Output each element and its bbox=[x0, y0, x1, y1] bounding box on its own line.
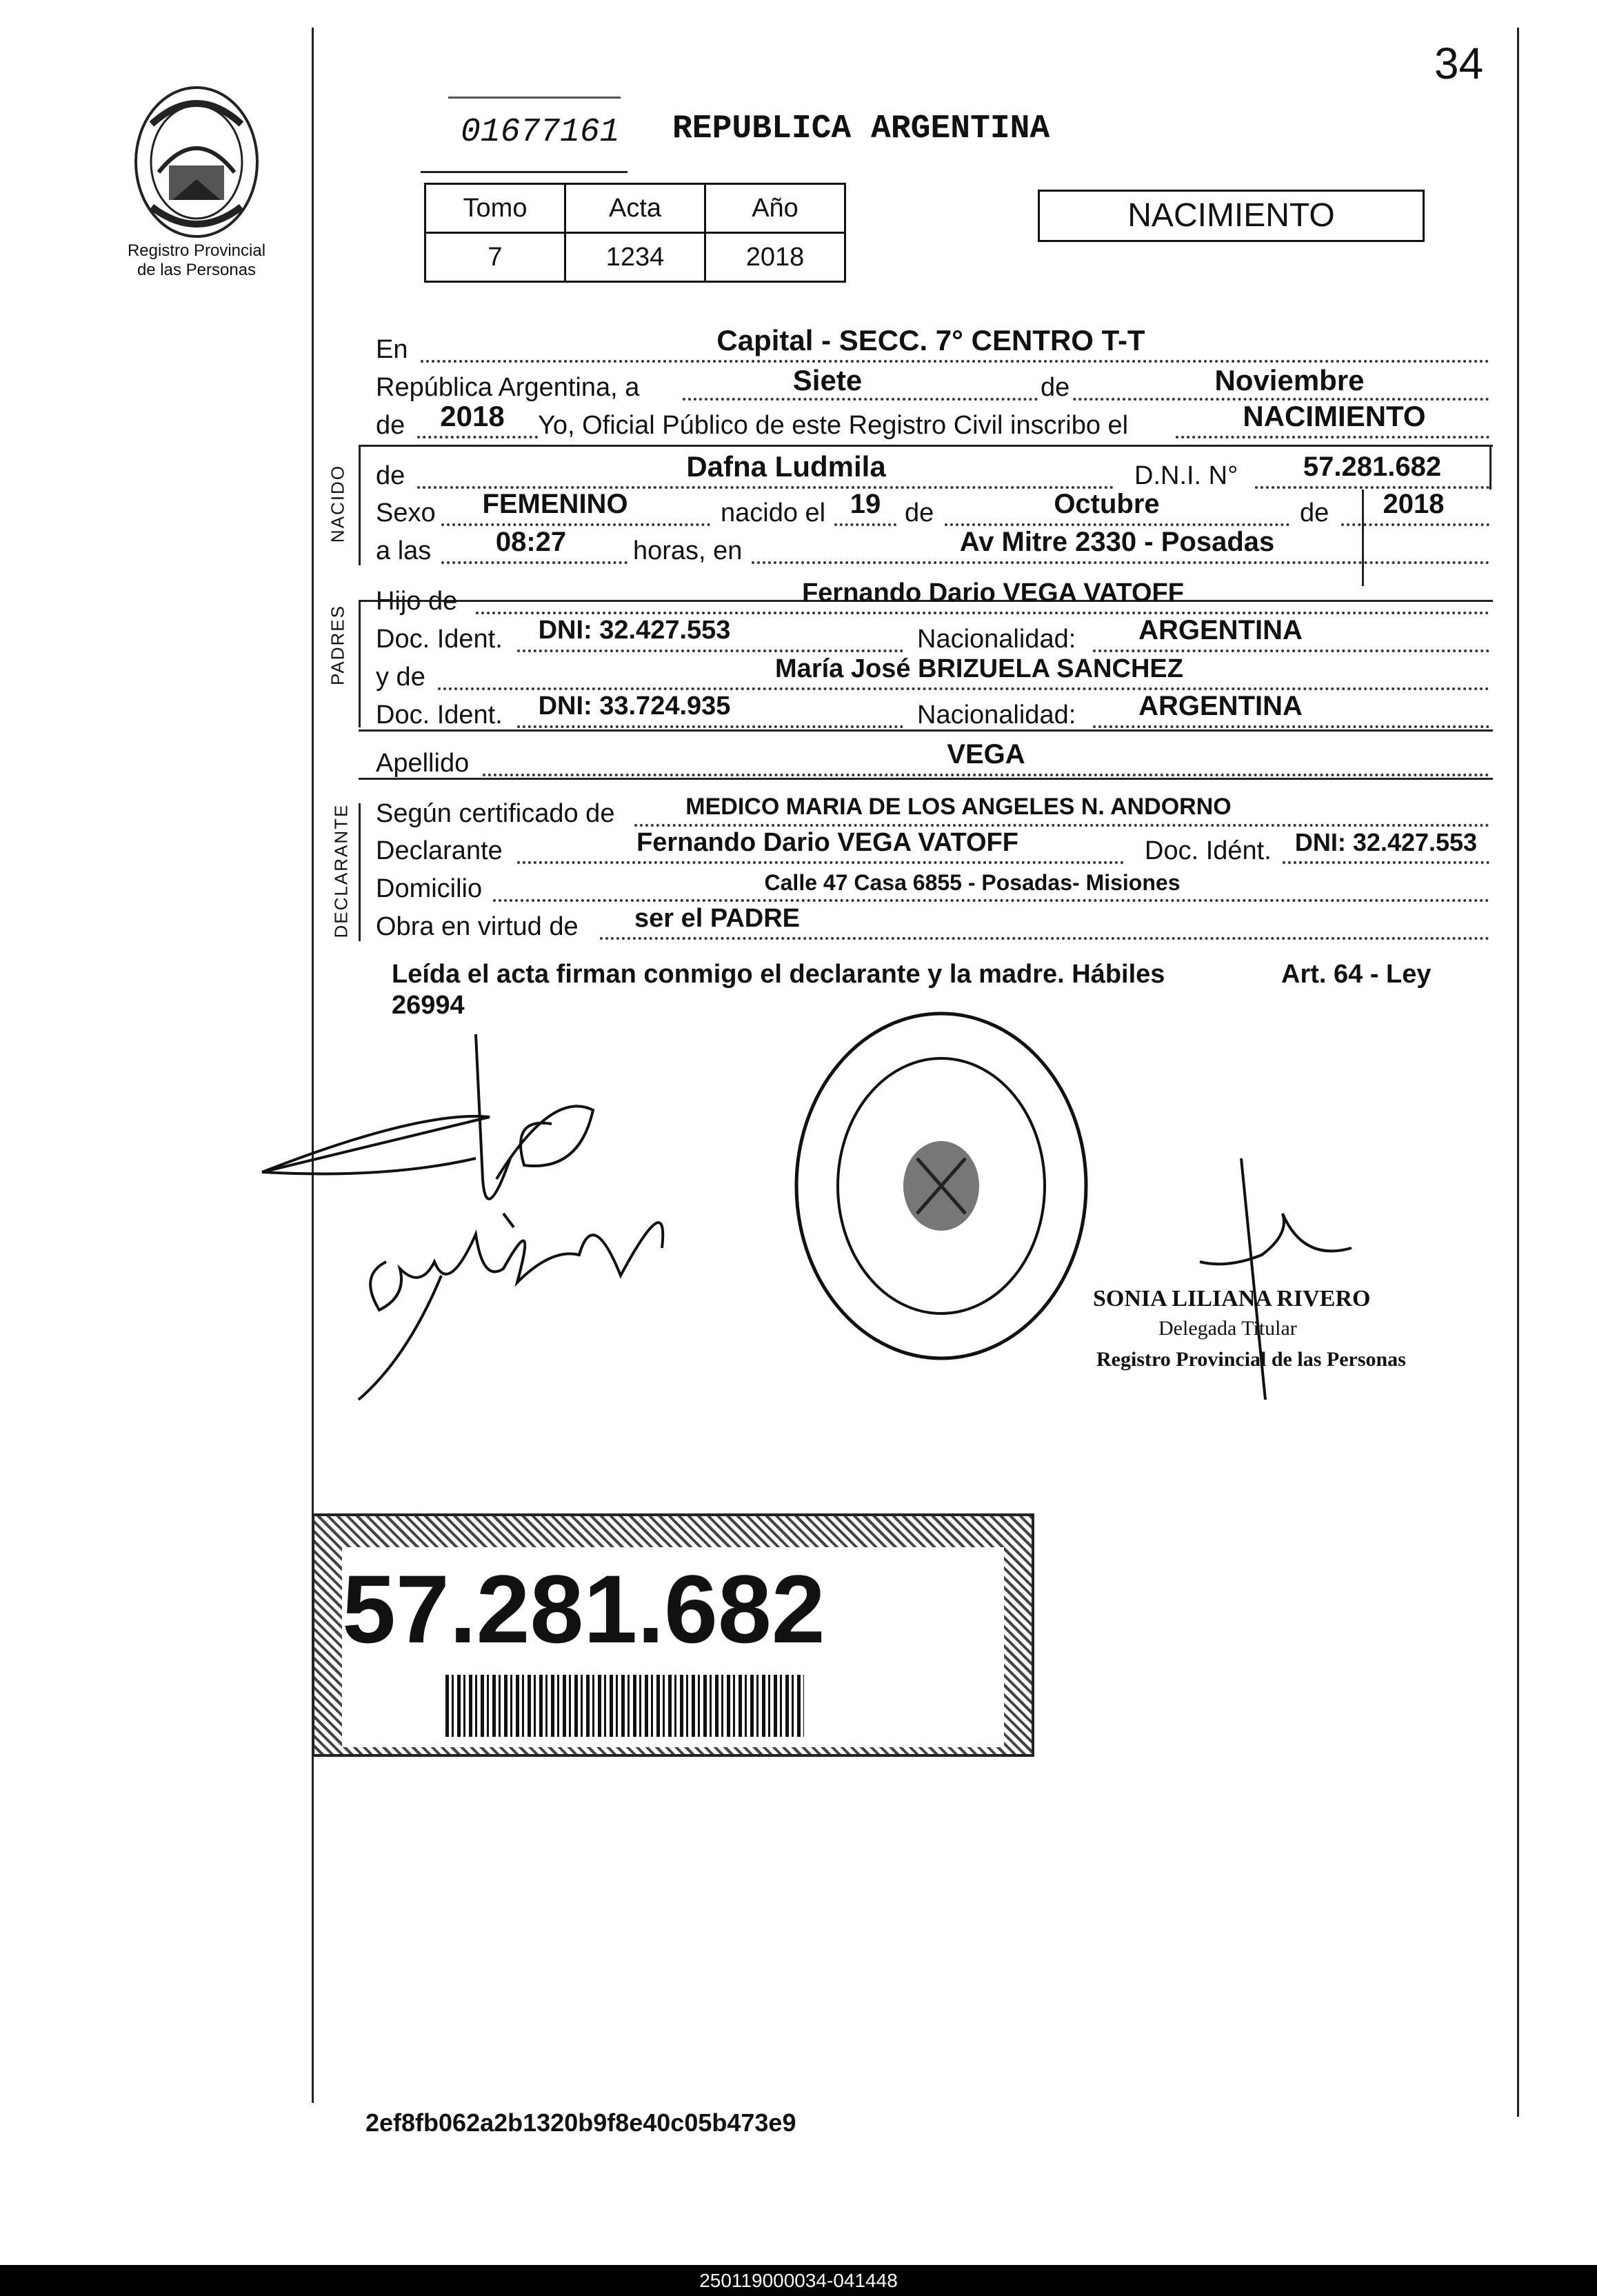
father-doc-value: DNI: 32.427.553 bbox=[538, 616, 731, 645]
declarant-dots bbox=[517, 861, 1124, 864]
apellido-label: Apellido bbox=[376, 749, 470, 778]
father-doc-label: Doc. Ident. bbox=[376, 625, 503, 654]
segun-label: Según certificado de bbox=[376, 799, 615, 828]
official-title: Delegada Titular bbox=[1158, 1317, 1297, 1340]
mother-dots bbox=[438, 687, 1489, 690]
mother-nationality-dots bbox=[1093, 725, 1489, 728]
birth-place-dots bbox=[752, 561, 1489, 564]
birth-month-dots bbox=[945, 523, 1289, 526]
padres-section-label: PADRES bbox=[327, 605, 348, 685]
en-label: En bbox=[376, 335, 408, 364]
birth-place-value: Av Mitre 2330 - Posadas bbox=[959, 527, 1275, 557]
right-margin-rule bbox=[1517, 28, 1519, 2117]
birth-year-rule bbox=[1362, 490, 1364, 586]
closing-law-line1: Art. 64 - Ley bbox=[1281, 960, 1432, 989]
alas-label: a las bbox=[376, 536, 432, 565]
nacido-section-rule bbox=[359, 445, 361, 565]
declarant-doc-value: DNI: 32.427.553 bbox=[1294, 828, 1478, 856]
sex-dots bbox=[441, 523, 710, 526]
day-value: Siete bbox=[792, 364, 863, 396]
hijo-label: Hijo de bbox=[376, 587, 458, 616]
crest-logo bbox=[131, 83, 262, 241]
record-table-value-row bbox=[425, 233, 845, 282]
nacido-label: nacido el bbox=[721, 499, 826, 527]
birth-day-value: 19 bbox=[850, 489, 881, 519]
serial-overline bbox=[448, 97, 621, 99]
child-dni-value: 57.281.682 bbox=[1303, 452, 1442, 482]
year-dots bbox=[417, 436, 538, 439]
sexo-label: Sexo bbox=[376, 499, 436, 527]
tomo-header: Tomo bbox=[425, 184, 565, 233]
mother-nationality-label: Nacionalidad: bbox=[917, 701, 1076, 729]
birth-de2-label: de bbox=[1300, 499, 1329, 527]
tomo-value: 7 bbox=[425, 233, 565, 282]
surname-dots bbox=[483, 774, 1489, 776]
footer-bar bbox=[0, 2265, 1597, 2296]
serial-number: 01677161 bbox=[461, 114, 620, 151]
birth-day-dots bbox=[834, 523, 896, 526]
time-dots bbox=[441, 561, 627, 564]
dni-label: D.N.I. N° bbox=[1134, 461, 1238, 490]
de-month-label: de bbox=[1038, 372, 1072, 403]
month-value: Noviembre bbox=[1214, 364, 1365, 396]
crest-label-line1: Registro Provincial bbox=[127, 241, 266, 260]
surname-value: VEGA bbox=[947, 739, 1025, 769]
closing-text: Leída el acta firman conmigo el declarante y la madre. Hábiles bbox=[392, 960, 1165, 989]
nacido-section-top-rule bbox=[359, 445, 1493, 447]
father-nationality-dots bbox=[1093, 649, 1489, 652]
official-text: Yo, Oficial Público de este Registro Civil inscribo el bbox=[538, 411, 1129, 440]
sticker-inner bbox=[342, 1547, 1004, 1747]
address-value: Calle 47 Casa 6855 - Posadas- Misiones bbox=[764, 870, 1181, 895]
en-dots bbox=[421, 360, 1489, 363]
declarante-section-top-rule bbox=[359, 778, 1493, 780]
acta-header: Acta bbox=[565, 184, 705, 233]
birth-month-value: Octubre bbox=[1054, 489, 1160, 519]
place-value: Capital - SECC. 7° CENTRO T-T bbox=[716, 324, 1145, 356]
birth-year-value: 2018 bbox=[1383, 489, 1445, 519]
padres-section-rule bbox=[359, 600, 361, 727]
domicilio-label: Domicilio bbox=[376, 874, 483, 903]
mother-doc-value: DNI: 33.724.935 bbox=[538, 692, 731, 721]
footer-id: 250119000034-041448 bbox=[699, 2270, 898, 2291]
mother-nationality-value: ARGENTINA bbox=[1138, 691, 1303, 721]
official-name: SONIA LILIANA RIVERO bbox=[1093, 1286, 1371, 1311]
certificate-value: MEDICO MARIA DE LOS ANGELES N. ANDORNO bbox=[685, 794, 1232, 820]
father-doc-dots bbox=[517, 649, 903, 652]
year-value: 2018 bbox=[440, 400, 505, 432]
record-table bbox=[424, 183, 846, 283]
act-type-value: NACIMIENTO bbox=[1243, 400, 1426, 432]
declarante-label: Declarante bbox=[376, 836, 503, 865]
dni-sticker bbox=[312, 1513, 1034, 1757]
declarante-section-rule bbox=[359, 803, 361, 941]
father-name-value: Fernando Dario VEGA VATOFF bbox=[802, 578, 1184, 607]
nacido-right-rule bbox=[1489, 445, 1491, 490]
child-name-value: Dafna Ludmila bbox=[686, 450, 886, 483]
serial-underline bbox=[421, 171, 627, 173]
crest-label bbox=[103, 241, 290, 280]
official-seal bbox=[786, 1007, 1096, 1365]
declarant-value: Fernando Dario VEGA VATOFF bbox=[636, 828, 1018, 857]
acta-value: 1234 bbox=[565, 233, 705, 282]
document-hash: 2ef8fb062a2b1320b9f8e40c05b473e9 bbox=[365, 2108, 796, 2137]
father-nationality-value: ARGENTINA bbox=[1138, 615, 1303, 645]
sex-value: FEMENINO bbox=[482, 489, 628, 519]
crest-label-line2: de las Personas bbox=[137, 261, 257, 279]
mother-doc-dots bbox=[517, 725, 903, 728]
mother-name-value: María José BRIZUELA SANCHEZ bbox=[775, 654, 1183, 683]
certificate-dots bbox=[634, 824, 1489, 827]
capacity-dots bbox=[600, 937, 1489, 940]
act-type-dots bbox=[1176, 436, 1489, 439]
anio-header: Año bbox=[705, 184, 845, 233]
declarant-doc-dots bbox=[1283, 861, 1489, 864]
nacido-section-label: NACIDO bbox=[327, 464, 348, 543]
seal-outer-text bbox=[807, 1372, 1083, 1373]
record-type-box: NACIMIENTO bbox=[1038, 190, 1425, 242]
anio-value: 2018 bbox=[705, 233, 845, 282]
obra-label: Obra en virtud de bbox=[376, 912, 579, 941]
capacity-value: ser el PADRE bbox=[634, 904, 801, 933]
republica-label: República Argentina, a bbox=[376, 373, 640, 402]
birth-de-label: de bbox=[905, 499, 934, 527]
record-table-header-row bbox=[425, 184, 845, 233]
padres-section-bottom-rule bbox=[359, 729, 1493, 732]
sticker-number: 57.281.682 bbox=[342, 1555, 825, 1663]
closing-law-line2: 26994 bbox=[392, 991, 465, 1020]
country-title: REPUBLICA ARGENTINA bbox=[672, 110, 1050, 148]
declarante-section-label: DECLARANTE bbox=[330, 803, 352, 938]
mother-signature bbox=[345, 1179, 690, 1413]
father-nationality-label: Nacionalidad: bbox=[917, 625, 1076, 654]
de-name-label: de bbox=[376, 461, 405, 490]
horas-label: horas, en bbox=[633, 536, 743, 565]
sticker-barcode bbox=[445, 1675, 804, 1737]
yde-label: y de bbox=[376, 663, 425, 692]
birth-time-value: 08:27 bbox=[495, 527, 567, 557]
page-number: 34 bbox=[1434, 39, 1484, 88]
father-dots bbox=[476, 612, 1489, 614]
year-prefix-label: de bbox=[376, 411, 405, 440]
address-dots bbox=[493, 899, 1489, 902]
mother-doc-label: Doc. Ident. bbox=[376, 701, 503, 729]
official-office: Registro Provincial de las Personas bbox=[1096, 1348, 1406, 1371]
decl-doc-label: Doc. Idént. bbox=[1145, 836, 1272, 865]
